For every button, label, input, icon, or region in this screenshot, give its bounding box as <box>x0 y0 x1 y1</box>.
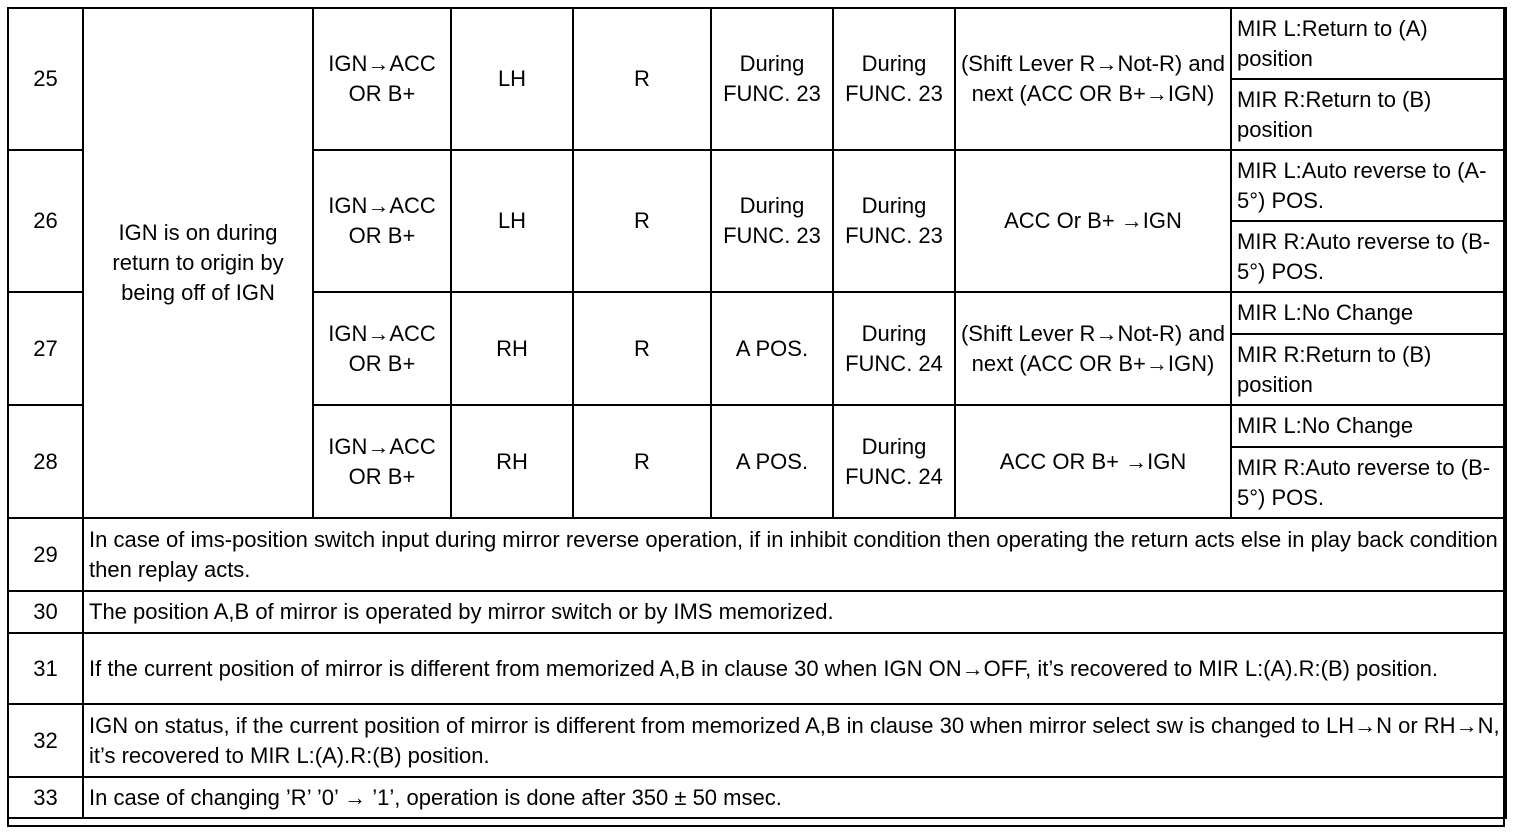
row-27-left-state: A POS. <box>711 292 833 405</box>
row-25-mirror-select: LH <box>451 8 573 150</box>
row-28-mirror-select: RH <box>451 405 573 518</box>
row-26-right-state: During FUNC. 23 <box>833 150 955 292</box>
row-25-result-left: MIR L:Return to (A) position <box>1231 8 1506 79</box>
row-32-text: IGN on status, if the current position of mirror is different from memorized A,B in clause 30 when mirror select sw is changed to LH→N or RH→N, it’s recovered to MIR L:(A).R:(B) position. <box>83 704 1506 777</box>
row-25-right-state: During FUNC. 23 <box>833 8 955 150</box>
row-26-trigger: ACC Or B+ →IGN <box>955 150 1231 292</box>
row-25-result-right: MIR R:Return to (B) position <box>1231 79 1506 150</box>
row-28-left-state: A POS. <box>711 405 833 518</box>
row-27-right-state: During FUNC. 24 <box>833 292 955 405</box>
row-27-trigger: (Shift Lever R→Not-R) and next (ACC OR B+→IGN) <box>955 292 1231 405</box>
row-33-number: 33 <box>8 777 83 818</box>
row-27-mirror-select: RH <box>451 292 573 405</box>
row-25-shift: R <box>573 8 711 150</box>
row-30-text: The position A,B of mirror is operated by mirror switch or by IMS memorized. <box>83 591 1506 633</box>
row-25-number: 25 <box>8 8 83 150</box>
row-27-number: 27 <box>8 292 83 405</box>
row-26-shift: R <box>573 150 711 292</box>
merged-condition-cell: IGN is on during return to origin by being off of IGN <box>83 8 313 518</box>
row-25-trigger: (Shift Lever R→Not-R) and next (ACC OR B+→IGN) <box>955 8 1231 150</box>
row-26-number: 26 <box>8 150 83 292</box>
row-28-number: 28 <box>8 405 83 518</box>
row-26-switch: IGN→ACC OR B+ <box>313 150 451 292</box>
row-27-shift: R <box>573 292 711 405</box>
row-28-result-right: MIR R:Auto reverse to (B-5°) POS. <box>1231 447 1506 518</box>
row-27-switch: IGN→ACC OR B+ <box>313 292 451 405</box>
row-26-result-right: MIR R:Auto reverse to (B-5°) POS. <box>1231 221 1506 292</box>
row-28-shift: R <box>573 405 711 518</box>
row-26-mirror-select: LH <box>451 150 573 292</box>
row-26-left-state: During FUNC. 23 <box>711 150 833 292</box>
row-29-number: 29 <box>8 518 83 591</box>
row-31-text: If the current position of mirror is different from memorized A,B in clause 30 when IGN ON→OFF, it’s recovered to MIR L:(A).R:(B) position. <box>83 633 1506 704</box>
row-30-number: 30 <box>8 591 83 633</box>
spec-table-frame <box>7 7 1505 827</box>
mirror-function-table <box>7 7 1507 819</box>
row-28-right-state: During FUNC. 24 <box>833 405 955 518</box>
row-31-number: 31 <box>8 633 83 704</box>
row-29-text: In case of ims-position switch input during mirror reverse operation, if in inhibit condition then operating the return acts else in play back condition then replay acts. <box>83 518 1506 591</box>
row-32-number: 32 <box>8 704 83 777</box>
row-28-trigger: ACC OR B+ →IGN <box>955 405 1231 518</box>
row-25-switch: IGN→ACC OR B+ <box>313 8 451 150</box>
row-28-switch: IGN→ACC OR B+ <box>313 405 451 518</box>
row-33-text: In case of changing ’R’ ’0’ → ’1’, operation is done after 350 ± 50 msec. <box>83 777 1506 818</box>
row-28-result-left: MIR L:No Change <box>1231 405 1506 447</box>
row-27-result-right: MIR R:Return to (B) position <box>1231 334 1506 405</box>
row-26-result-left: MIR L:Auto reverse to (A-5°) POS. <box>1231 150 1506 221</box>
row-27-result-left: MIR L:No Change <box>1231 292 1506 334</box>
row-25-left-state: During FUNC. 23 <box>711 8 833 150</box>
